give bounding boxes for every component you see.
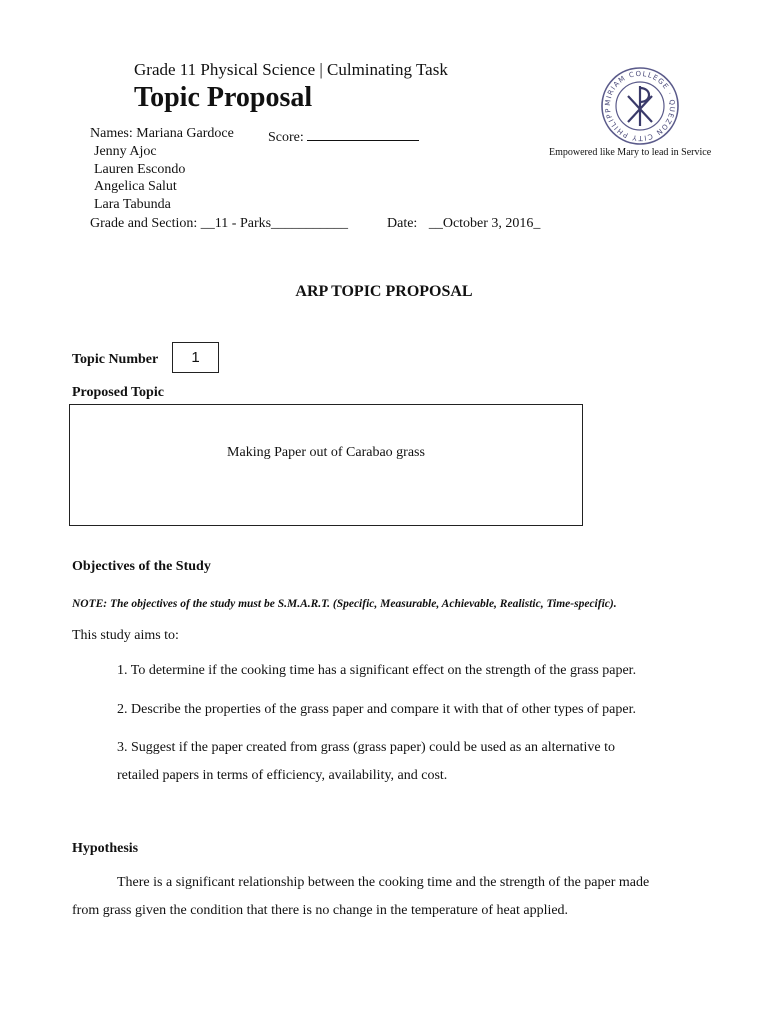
college-motto: Empowered like Mary to lead in Service: [549, 147, 712, 158]
names-row: [90, 126, 234, 142]
proposed-topic-label: Proposed Topic: [72, 385, 164, 400]
student-name: Lara Tabunda: [94, 197, 171, 212]
student-name: Mariana Gardoce: [136, 126, 234, 141]
student-name: Jenny Ajoc: [94, 144, 157, 159]
grade-section-value: __11 - Parks___________: [200, 216, 349, 231]
proposed-topic-text: Making Paper out of Carabao grass: [227, 445, 425, 460]
score-row: [268, 126, 419, 146]
hypothesis-text-line: from grass given the condition that there is no change in the temperature of heat applied.: [72, 903, 569, 918]
topic-number-value: 1: [191, 349, 200, 366]
page-title: Topic Proposal: [134, 82, 313, 113]
date-row: [387, 216, 540, 232]
hypothesis-heading: Hypothesis: [72, 841, 139, 856]
score-blank: [307, 126, 419, 141]
topic-number-label: Topic Number: [72, 352, 159, 367]
grade-section-row: [90, 216, 348, 232]
objectives-heading: Objectives of the Study: [72, 559, 211, 574]
objective-item: 3. Suggest if the paper created from grass (grass paper) could be used as an alternative to: [117, 740, 615, 755]
objectives-intro: This study aims to:: [72, 628, 179, 643]
names-label: Names:: [90, 126, 133, 141]
score-label: Score:: [268, 130, 304, 145]
date-label: Date:: [387, 216, 418, 231]
date-value: __October 3, 2016_: [428, 216, 541, 231]
smart-note: NOTE: The objectives of the study must be S.M.A.R.T. (Specific, Measurable, Achievable, Realistic, Time-specific).: [72, 598, 617, 610]
student-name: Lauren Escondo: [94, 162, 186, 177]
topic-number-box: [172, 342, 219, 373]
grade-section-label: Grade and Section:: [90, 216, 198, 231]
objective-item-continued: retailed papers in terms of efficiency, availability, and cost.: [117, 768, 448, 783]
objective-item: 2. Describe the properties of the grass paper and compare it with that of other types of paper.: [117, 702, 636, 717]
student-name: Angelica Salut: [94, 179, 177, 194]
hypothesis-text-line: There is a significant relationship between the cooking time and the strength of the paper made: [117, 875, 650, 890]
objective-item: 1. To determine if the cooking time has a significant effect on the strength of the grass paper.: [117, 663, 637, 678]
college-seal-logo: [600, 66, 680, 146]
course-title: Grade 11 Physical Science | Culminating Task: [134, 60, 448, 79]
proposed-topic-box: [69, 404, 583, 526]
seal-text: MIRIAM COLLEGE · QUEZON CITY PHILIPP: [603, 69, 677, 143]
section-heading: ARP TOPIC PROPOSAL: [295, 283, 473, 300]
